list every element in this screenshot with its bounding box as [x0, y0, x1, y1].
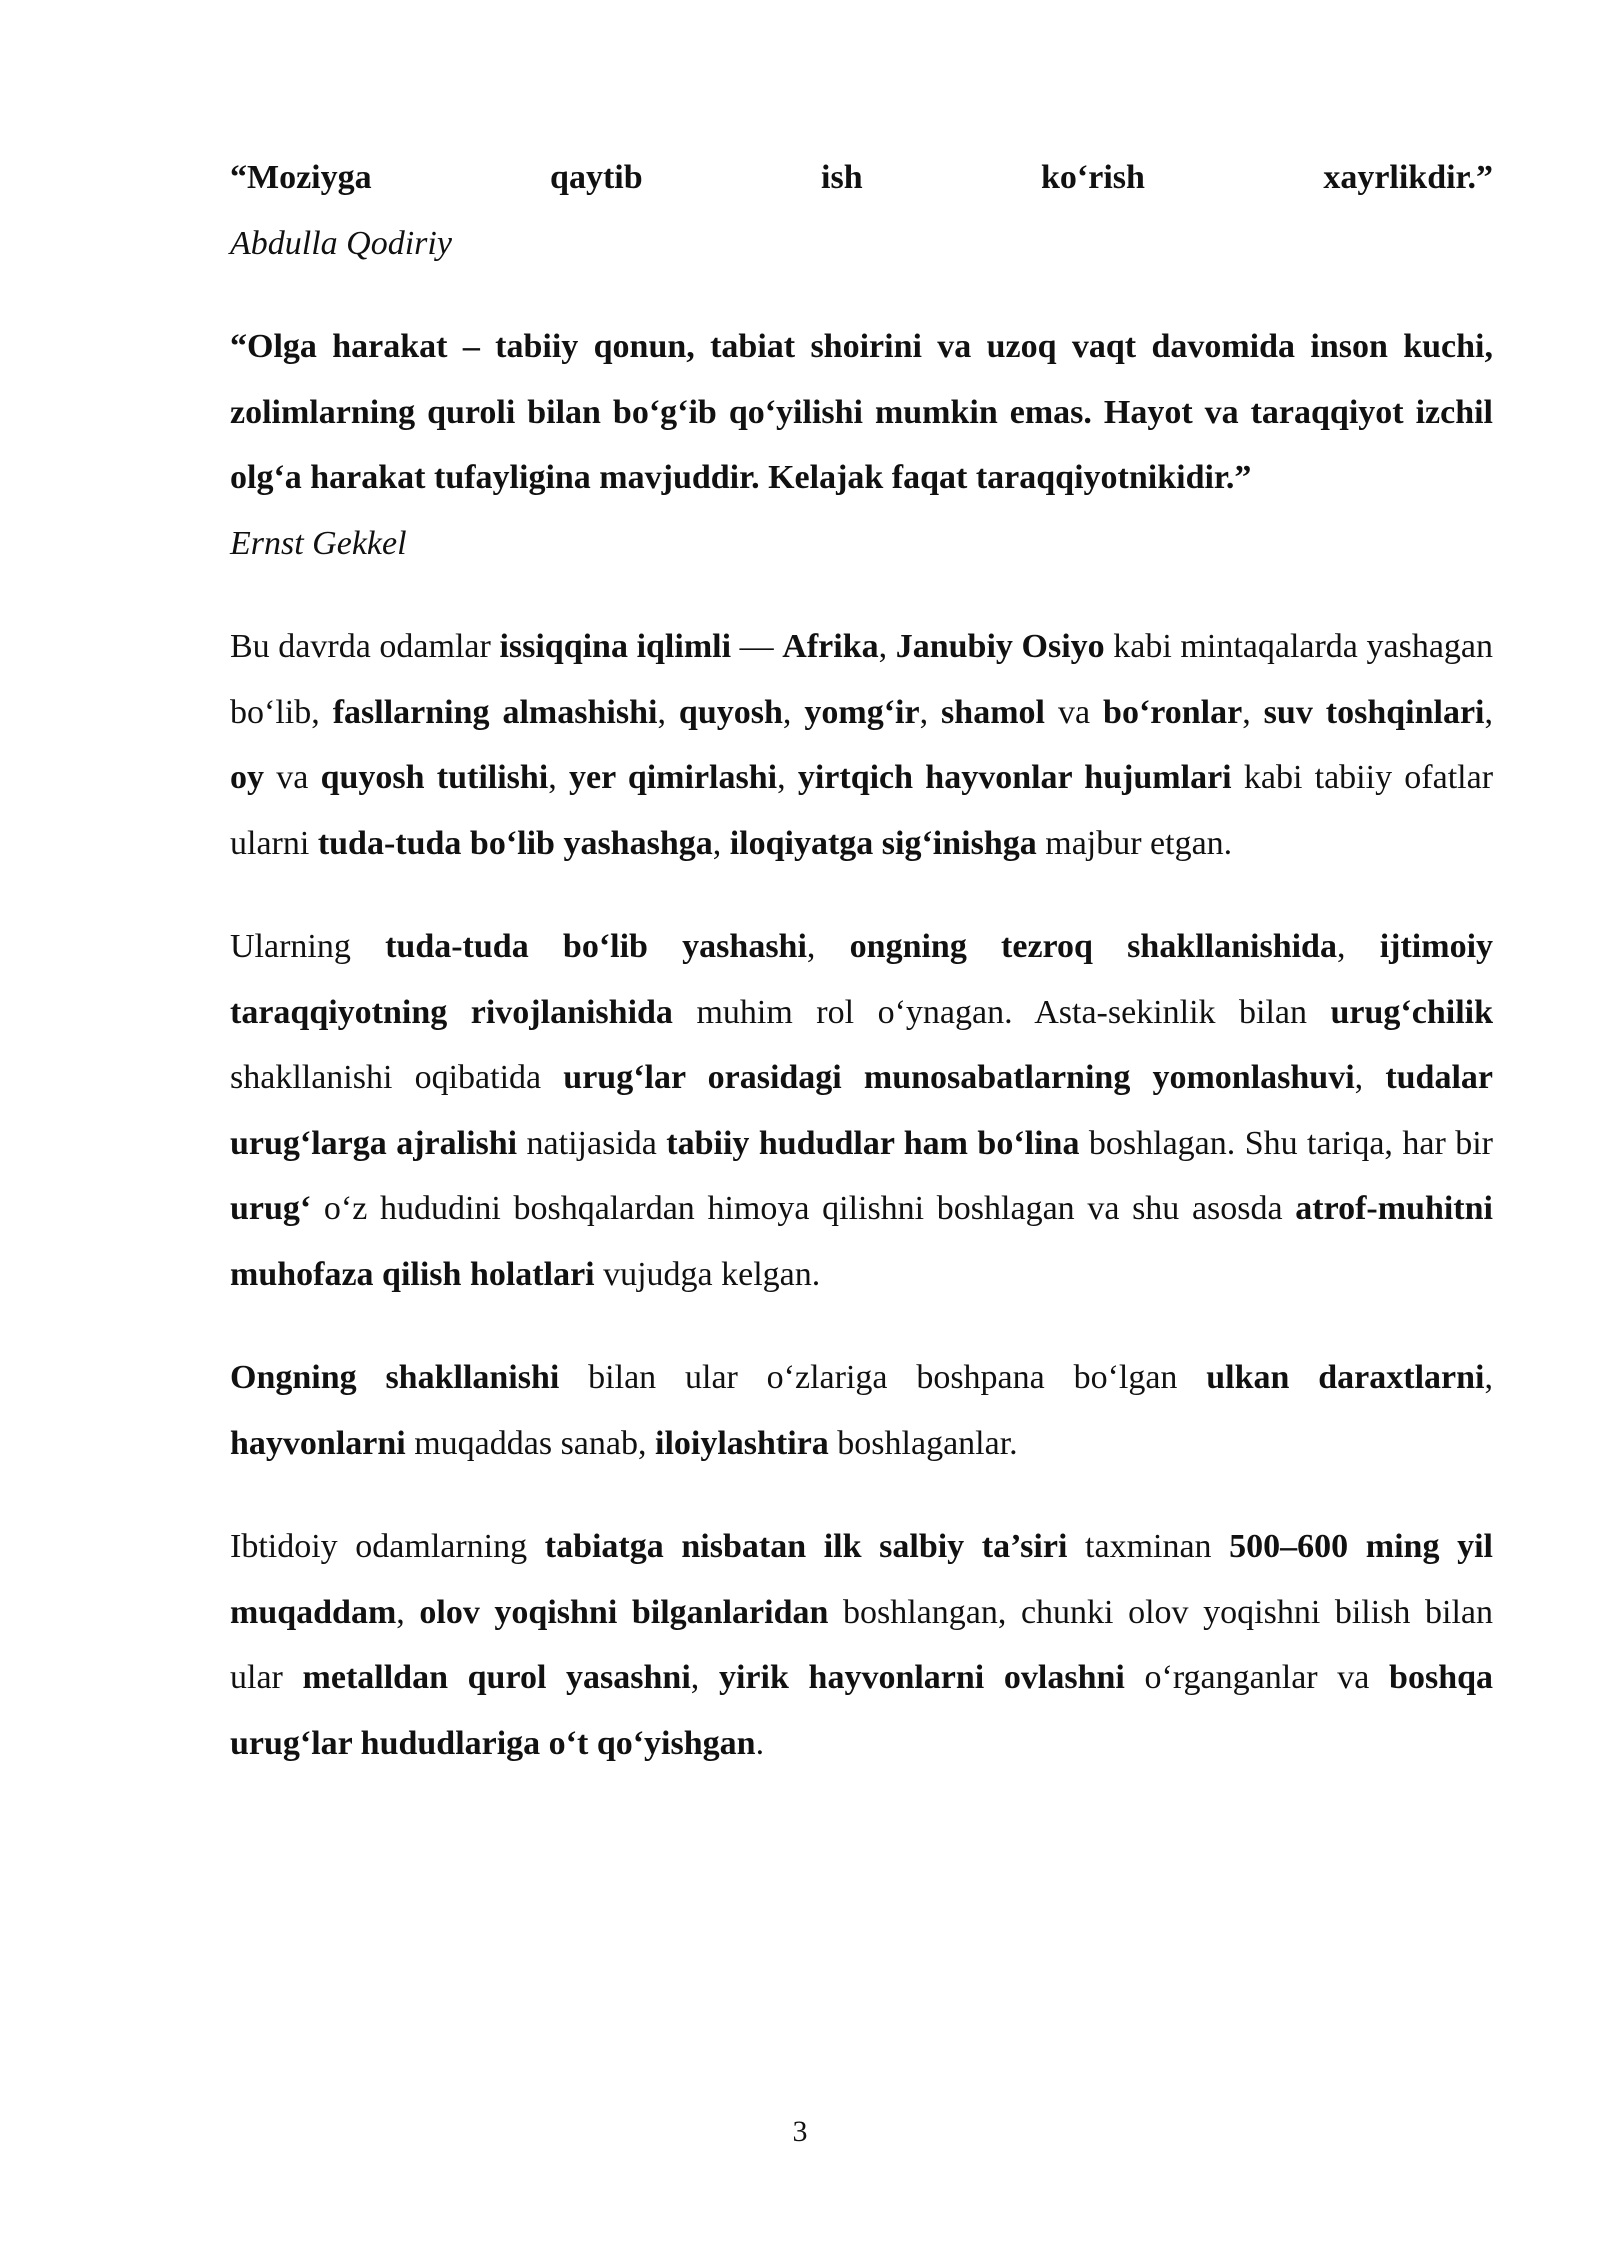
bold-term: Afrika	[782, 628, 879, 665]
bold-term: yirtqich hayvonlar hujumlari	[797, 759, 1232, 796]
bold-term: tuda-tuda bo‘lib yashashga	[317, 824, 713, 862]
epigraph-author-1: Abdulla Qodiriy	[230, 224, 452, 262]
bold-term: yomg‘ir	[804, 693, 920, 731]
bold-term: quyosh tutilishi	[320, 759, 549, 796]
quote-1-word: xayrlikdir.”	[1323, 159, 1494, 196]
text-run: va	[264, 759, 321, 796]
text-run: ,	[1484, 1359, 1493, 1396]
bold-term: urug‘	[230, 1190, 312, 1227]
text-run: ,	[1242, 693, 1264, 731]
bold-term: ijtimoiy taraqqiyotning rivojlanishida	[230, 928, 1494, 1031]
bold-term: atrof-muhitni muhofaza qilish holatlari	[230, 1190, 1493, 1293]
body-paragraphs	[230, 614, 1493, 1776]
text-run: ,	[806, 928, 850, 965]
bold-term: urug‘lar orasidagi munosabatlarning yomonlashuvi	[563, 1059, 1355, 1096]
text-run: bilan ular o‘zlariga boshpana bo‘lgan	[559, 1359, 1207, 1396]
body-paragraph	[230, 1345, 1493, 1476]
bold-term: yirik hayvonlarni ovlashni	[718, 1659, 1125, 1696]
text-run: ,	[712, 824, 730, 862]
bold-term: iloiylashtira	[655, 1424, 829, 1462]
text-run: taxminan	[1067, 1528, 1230, 1565]
text-run: —	[731, 628, 783, 665]
text-run: muqaddas sanab,	[405, 1424, 655, 1462]
bold-term: ongning tezroq shakllanishida	[849, 928, 1337, 965]
bold-term: Ongning shakllanishi	[230, 1359, 560, 1396]
bold-term: shamol	[941, 693, 1045, 731]
bold-term: Janubiy Osiyo	[895, 628, 1105, 665]
quote-1-word: ish	[821, 159, 863, 196]
quote-1-word: qaytib	[550, 159, 643, 196]
text-run: ,	[878, 628, 896, 665]
text-run: kabi tabiiy ofatlar ularni	[230, 759, 1494, 862]
bold-term: suv toshqinlari	[1263, 693, 1485, 731]
epigraph-quote-1	[230, 145, 1493, 211]
text-run: ,	[396, 1593, 420, 1631]
text-run: va	[1044, 693, 1104, 731]
bold-term: ulkan daraxtlarni	[1206, 1359, 1485, 1396]
quote-1-word: “Moziyga	[230, 159, 372, 196]
spacer	[230, 276, 1493, 314]
text-run: boshlaganlar.	[828, 1424, 1018, 1462]
text-run: Ibtidoiy odamlarning	[230, 1528, 545, 1565]
text-run: ,	[548, 759, 570, 796]
text-run: ,	[919, 693, 942, 731]
bold-term: tabiatga nisbatan ilk salbiy ta’siri	[544, 1528, 1068, 1565]
text-run: kabi mintaqalarda yashagan bo‘lib,	[230, 628, 1494, 731]
spacer	[230, 876, 1493, 914]
bold-term: urug‘chilik	[1330, 993, 1493, 1031]
text-run: natijasida	[517, 1124, 667, 1162]
bold-term: tudalar urug‘larga ajralishi	[230, 1059, 1494, 1162]
quote-1-word: ko‘rish	[1041, 159, 1145, 196]
text-run: ,	[1484, 693, 1494, 731]
text-run: ,	[657, 693, 679, 731]
text-run: ,	[1336, 928, 1380, 965]
text-run: boshlangan, chunki olov yoqishni bilish bilan ular	[230, 1593, 1494, 1696]
bold-term: tuda-tuda bo‘lib yashashi	[385, 928, 807, 965]
text-run: .	[755, 1724, 765, 1762]
text-run: o‘rganganlar va	[1124, 1659, 1390, 1696]
page-content	[230, 145, 1493, 1776]
text-run: majbur etgan.	[1036, 824, 1233, 862]
text-run: ,	[690, 1659, 719, 1696]
text-run: o‘z hududini boshqalardan himoya qilishni boshlagan va shu asosda	[311, 1190, 1296, 1227]
text-run: ,	[777, 759, 798, 796]
body-paragraph	[230, 1514, 1493, 1776]
bold-term: iloqiyatga sig‘inishga	[729, 824, 1037, 862]
bold-term: oy	[230, 759, 264, 796]
bold-term: boshqa urug‘lar hududlariga o‘t qo‘yishgan	[230, 1659, 1494, 1762]
spacer	[230, 576, 1493, 614]
spacer	[230, 1476, 1493, 1514]
text-run: vujudga kelgan.	[594, 1255, 821, 1293]
bold-term: issiqqina iqlimli	[499, 628, 732, 665]
body-paragraph	[230, 914, 1493, 1307]
spacer	[230, 1307, 1493, 1345]
bold-term: bo‘ronlar	[1103, 693, 1243, 731]
text-run: muhim rol o‘ynagan. Asta-sekinlik bilan	[672, 993, 1331, 1031]
bold-term: fasllarning almashishi	[332, 693, 658, 731]
bold-term: yer qimirlashi	[569, 759, 778, 796]
text-run: Ularning	[230, 928, 386, 965]
page-number: 3	[792, 2115, 808, 2148]
bold-term: olov yoqishni bilganlaridan	[419, 1593, 829, 1631]
text-run: shakllanishi oqibatida	[230, 1059, 564, 1096]
bold-term: tabiiy hududlar ham bo‘lina	[666, 1124, 1080, 1162]
epigraph-author-2: Ernst Gekkel	[230, 524, 407, 562]
text-run: ,	[1354, 1059, 1386, 1096]
body-paragraph	[230, 614, 1493, 876]
bold-term: 500–600 ming yil muqaddam	[230, 1528, 1493, 1631]
epigraph-quote-2: “Olga harakat – tabiiy qonun, tabiat shoirini va uzoq vaqt davomida inson kuchi, zolimlarning quroli bilan bo‘g‘ib qo‘yilishi mumkin emas. Hayot va taraqqiyot izchil olg‘a harakat tufayligina mavjuddir. Kelajak faqat taraqqiyotnikidir.”	[230, 328, 1493, 496]
text-run: ,	[782, 693, 805, 731]
text-run: Bu davrda odamlar	[230, 628, 500, 665]
bold-term: metalldan qurol yasashni	[302, 1659, 691, 1696]
bold-term: hayvonlarni	[230, 1424, 406, 1462]
bold-term: quyosh	[678, 693, 783, 731]
text-run: boshlagan. Shu tariqa, har bir	[1079, 1124, 1493, 1162]
